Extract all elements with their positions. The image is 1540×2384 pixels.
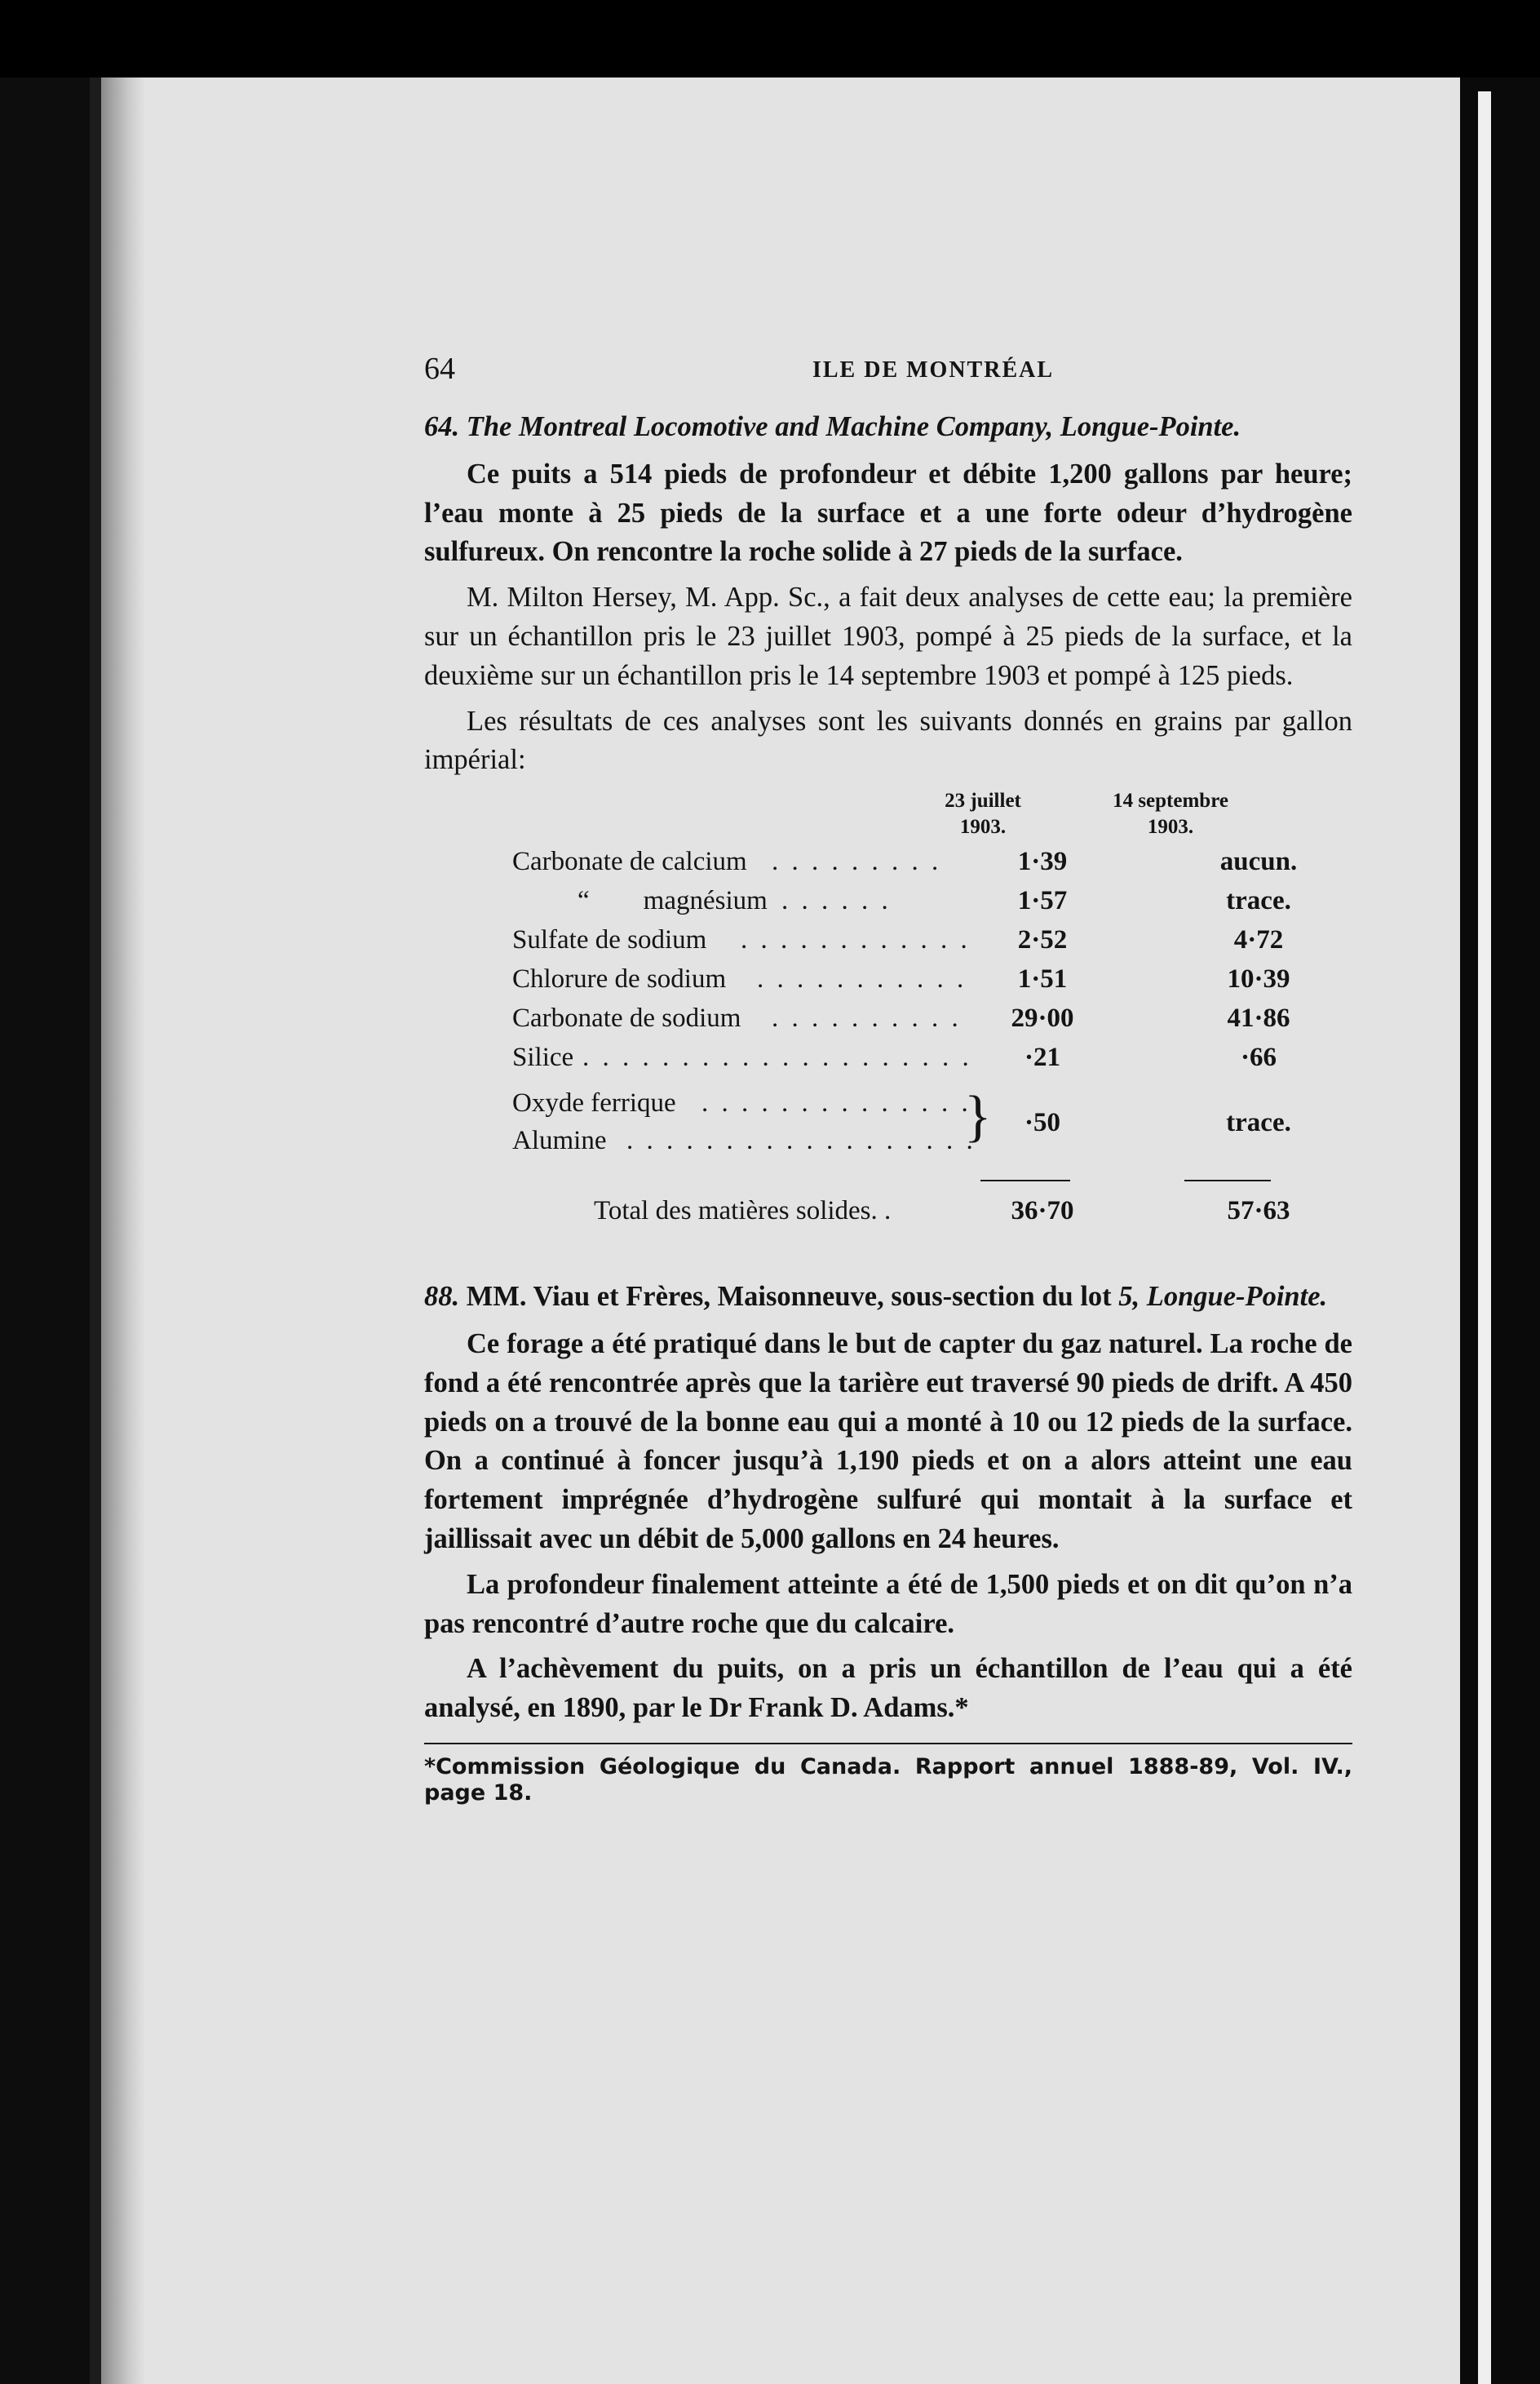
column-header-september-year: 1903. [1147, 816, 1194, 839]
value-september: trace. [1226, 886, 1291, 916]
section-88-paragraph-3: A l’achèvement du puits, on a pris un échantillon de l’eau qui a été analysé, en 1890, par le Dr Frank D. Adams.* [424, 1653, 1352, 1724]
leader-dots: . . . . . . . . . . . . [741, 925, 971, 955]
grouping-brace: } [964, 1085, 992, 1149]
value-july: 1·51 [1017, 964, 1068, 995]
table-row [512, 1004, 1352, 1043]
running-head [424, 351, 1352, 390]
table-row [512, 925, 1352, 964]
page-content [424, 351, 1352, 1806]
section-64-heading [424, 408, 1352, 447]
row-label: Silice [512, 1043, 574, 1073]
page-gutter-shadow [101, 78, 145, 2384]
value-september-combined: trace. [1226, 1108, 1291, 1138]
leader-dots: . . . . . . . . . . . . . . [701, 1088, 971, 1119]
table-row [512, 886, 1352, 925]
leader-dots: . . . . . . . . . . [772, 1004, 962, 1034]
leader-dots: . . . . . . . . . . . . . . . . . . . . [582, 1043, 972, 1073]
table-row-total [512, 1196, 1352, 1235]
running-title: ILE DE MONTRÉAL [812, 357, 1055, 383]
section-64-title: The Montreal Locomotive and Machine Company, Longue-Pointe. [466, 411, 1241, 442]
value-september: 4·72 [1233, 925, 1284, 955]
row-label: Carbonate de calcium [512, 847, 747, 877]
film-border-right [1460, 78, 1540, 2384]
column-header-september-date: 14 septembre [1113, 790, 1228, 813]
adjacent-page-edge [1478, 91, 1491, 2384]
section-88-locality: Longue-Pointe. [1146, 1281, 1328, 1313]
row-label: Carbonate de sodium [512, 1004, 741, 1034]
value-september: 10·39 [1227, 964, 1290, 995]
table-row-combined [512, 1108, 1352, 1147]
leader-dots: . . . . . . [781, 886, 892, 916]
value-july: 29·00 [1011, 1004, 1074, 1034]
section-88-paragraph-2: La profondeur finalement atteinte a été de 1,500 pieds et on dit qu’on n’a pas rencontré d’autre roche que du calcaire. [424, 1568, 1352, 1639]
table-row [512, 1043, 1352, 1082]
row-label: “ magnésium [578, 886, 768, 916]
value-july: ·21 [1024, 1043, 1060, 1073]
value-september: 41·86 [1227, 1004, 1290, 1034]
sum-rule-september [1184, 1180, 1271, 1181]
row-label: Sulfate de sodium [512, 925, 707, 955]
leader-dots: . . . . . . . . . [772, 847, 942, 877]
value-july: 1·39 [1017, 847, 1068, 877]
column-header-july-year: 1903. [959, 816, 1007, 839]
section-64-number: 64. [424, 411, 460, 442]
section-64-paragraph-2: M. Milton Hersey, M. App. Sc., a fait deux analyses de cette eau; la première sur un échantillon pris le 23 juillet 1903, pompé à 25 pieds de la surface, et la deuxième sur un échantillon pris le 14 septembre 1903 et pompé à 125 pieds. [424, 582, 1352, 691]
row-label: Chlorure de sodium [512, 964, 727, 995]
film-border-top [0, 0, 1540, 78]
section-88-paragraph-1: Ce forage a été pratiqué dans le but de capter du gaz naturel. La roche de fond a été rencontrée après que la tarière eut traversé 90 pieds de drift. A 450 pieds on a trouvé de la bonne eau qui a monté à 10 ou 12 pieds de la surface. On a continué à foncer jusqu’à 1,190 pieds et on a alors atteint une eau fortement imprégnée d’hydrogène sulfuré qui montait à la surface et jaillissait avec un débit de 5,000 gallons en 24 heures. [424, 1327, 1352, 1554]
section-88-number: 88. [424, 1281, 460, 1313]
section-64-paragraph-3: Les résultats de ces analyses sont les suivants donnés en grains par gallon impérial: [424, 705, 1352, 776]
total-label: Total des matières solides. . [594, 1196, 892, 1226]
value-july-combined: ·50 [1024, 1108, 1060, 1138]
table-row [512, 847, 1352, 886]
column-header-july-date: 23 juillet [945, 790, 1021, 813]
value-september: aucun. [1219, 847, 1298, 877]
sum-rule-july [980, 1180, 1070, 1181]
total-july: 36·70 [1011, 1196, 1074, 1226]
row-label: Alumine [512, 1126, 607, 1156]
value-july: 2·52 [1017, 925, 1068, 955]
value-july: 1·57 [1017, 886, 1068, 916]
column-header-september [1077, 788, 1264, 840]
footnote: *Commission Géologique du Canada. Rapport annuel 1888-89, Vol. IV., page 18. [424, 1753, 1352, 1806]
page-number: 64 [424, 352, 455, 386]
section-88-title: MM. Viau et Frères, Maisonneuve, sous-section du lot [466, 1281, 1112, 1313]
analysis-table [424, 788, 1352, 1245]
footnote-rule [424, 1743, 1352, 1744]
leader-dots: . . . . . . . . . . . [757, 964, 967, 995]
value-september: ·66 [1240, 1043, 1277, 1073]
total-september: 57·63 [1227, 1196, 1290, 1226]
section-64-paragraph-1: Ce puits a 514 pieds de profondeur et débite 1,200 gallons par heure; l’eau monte à 25 pieds de la surface et a une forte odeur d’hydrogène sulfureux. On rencontre la roche solide à 27 pieds de la surface. [424, 458, 1352, 568]
row-label: Oxyde ferrique [512, 1088, 676, 1119]
section-88-lot-number: 5, [1118, 1281, 1140, 1313]
table-row [512, 964, 1352, 1004]
section-88-heading [424, 1278, 1352, 1317]
leader-dots: . . . . . . . . . . . . . . . . . . [626, 1126, 976, 1156]
column-header-july [889, 788, 1077, 840]
